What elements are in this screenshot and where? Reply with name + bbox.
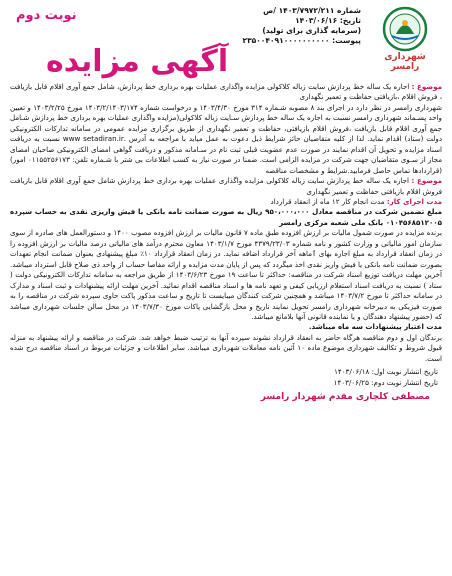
conditions-paragraph: برنده مزایده در صورت شمول مالیات بر ارزش افزوده طبق ماده ۷ قانون مالیات بر ارزش افزوده مصوب ۱۴۰۰ و دستورالعمل های صادره از سوی سازمان امور مالیاتی و وزارت کشور و نامه شماره ۴۳۷۹/۲۳/۰۳ مورخ ۱۴۰۳/۱/۷ معاون محترم درآمد های مالیاتی درصد مالیات بر ارزش افزوده را در زمان انعقاد قرارداد به مبلغ اجاره بهای ٱماهه آخر قرارداد اضافه نماید. در زمان انعقاد قرارداد ۱۰٪ مبلغ پیشنهادی بعنوان ضمانت انجام تعهدات بصورت ضمانت نامه بانکی یا فیش واریز نقدی اخذ میگردد که پس از پایان مدت مزایده و ارائه مفاصا حساب از واحد ذی صلاح قابل استرداد میباشد. آخرین مهلت دریافت توزیع اسناد شرکت در مناقصه: حداکثر تا ساعت ۱۹ مورخ ۱۴۰۳/۶/۲۳ از طریق مراجعه به سامانه تدارکات الکترونیکی دولت ( ستاد ) نسبت به دریافت اسناد استعلام ارزیابی کیفی و تعهد نامه ها و اسناد مناقصه اقدام نمائید. آخرین مهلت ارائه پیشنهادات و ثبت اسناد و مدارک در سامانه حداکثر تا مورخ ۱۴۰۳/۷/۲ میباشد و همچنین شرکت کنندگان میبایست تا تاریخ و ساعت مذکور پاکت حاوی سپرده شرکت در مناقصه را به صورت فیزیکی به دبیرخانه شهرداری رامسر تحویل نمایند تاریخ و محل بازگشایی پاکات مورخ ۱۴۰۳/۷/۳۰ در محل سالن جلسات شهرداری میباشد که (حضور پیشنهاد دهندگان و یا نماینده قانونی آنها بلامانع میباشد. [10,228,443,321]
subject2-label: موضوع : [411,176,442,186]
subject-text: اجاره یک ساله خط پردازش سایت زباله کلاکولی مزایده واگذاری عملیات بهره برداری خط پردازش، شامل جمع آوری اقلام قابل بازیافت ، فروش اقلام ،بازیافتی حفاظت و تعمیر نگهداری [10,82,442,102]
reference-block [206,6,361,46]
attachment-note: (سرمایه گذاری برای تولید) [262,26,361,35]
duration-label: مدت اجرای کار: [386,196,442,206]
second-publication-date: تاریخ انتشار نوبت دوم: ۱۴۰۳/۰۶/۲۵ [333,378,438,388]
edition-label: نوبت دوم [16,8,77,23]
publication-dates [6,364,446,388]
subject2-text: اجاره یک ساله خط پردازش سایت زباله کلاکولی مزایده واگذاری عملیات بهره برداری خط پردازش شامل جمع آوری اقلام قابل بازیافت فروش اقلام بازیافتی حفاظت و تعمیر نگهداری [10,176,442,196]
subject-paragraph [10,82,442,103]
mayor-signature: مصطفی کلچاری مقدم شهردار رامسر [260,392,430,403]
guarantee-paragraph: مبلغ تضمین شرکت در مناقصه معادل ۹۵۰،۰۰۰،۰۰۰ ریال به صورت ضمانت نامه بانکی یا فیش واریزی نقدی به حساب سپرده ۰۱۰۴۵۶۸۵۱۲۰۰۵ بانک ملی شعبه مرکزی رامسر [10,207,442,227]
enclosure-number: پیوست: ۲۳۵۰۰۴۰۹۱۰۰۰۰۰۰۰۰۰۰ [242,36,361,45]
first-publication-date: تاریخ انتشار نوبت اول: ۱۴۰۳/۰۶/۱۸ [334,367,438,377]
intro-paragraph: شهرداری رامسر در نظر دارد در اجرای بند ۸ مصوبه شـماره ۳۱۴ مورخ ۱۴۰۳/۴/۳۰ و درخواست شماره ۱۴۰۳/۲/۱۴۰۳/۱۷۴ مورخ ۱۴۰۳/۲/۲۵ و تعیین واحد پسـماند شهرداری رامسر نسبت به اجاره یک ساله خط پردازش سـایت زباله کلاکولی(مزایده واگذاری عملیات بهره برداری خط پردازش شـامل جمع آوری اقلام قابل بازیافت ،فروش اقلام بازیافتی، حفاظت و تعمیر نگهداری از طریق برگزاری مزایده عمومی در سامانه تدارکات الکترونیکی دولت (ستاد) اقدام نماید. لذا از کلیه متقاضیان حائز شرایط ذیل دعوت به عمل میاید با مراجعه به آدرس .www setadiran.ir نسبت به دریافت اسناد مزایده و تحویل آن اقدام نمایند در صورت عدم عضویت قبلی ثبت نام در سـامانه مذکور و دریافت گواهی امضای الکترونیکی صاحبان امضای مجاز از سـوی متقاضیان جهت شرکت در مزایده الزامی است. ضمنا در صورت نیاز به کسب اطلاعات بی شتر با شـماره تلفن: ۰۱۱۵۵۲۵۶۱۷۳ امور) (قراردادها تماس حاصل فرمایید.شرایط و مشخصات مناقصه [10,102,443,175]
ramsar-emblem-icon [382,6,428,52]
reference-number: شماره ۱۴۰۳/۷۹۷۲/۲۱۱ /ص [263,6,361,15]
notice-date: تاریخ: ۱۴۰۳/۰۶/۱۶ [295,16,361,25]
subject-paragraph-2 [10,176,442,197]
validity-paragraph: مدت اعتبار پیشنهادات سه ماه میباشد. [308,322,442,332]
duration-text: مدت انجام کار ۱۲ ماه از انعقاد قرارداد [270,196,385,206]
closing-paragraph: برندگان اول و دوم مناقصه هرگاه حاضر به انعقاد قرارداد نشوند سپرده آنها به ترتیب ضبط خواهد شد. شرکت در مناقصه و ارائه پیشنهاد به منزله قبول شروط و تکالیف شهرداری موضوع ماده ۱۰ آئین نامه معاملات شهرداری میباشد. سایر اطلاعات و جزئیات مربوط در اسناد مناقصه درج شده است. [10,332,442,363]
duration-paragraph [10,197,442,207]
notice-body [6,82,446,364]
notice-header [6,4,446,82]
notice-title: آگهی مزایده [46,44,229,79]
municipality-logo [370,6,440,72]
subject-label: موضوع : [411,82,442,91]
logo-caption: شهرداری رامسر [384,52,426,72]
